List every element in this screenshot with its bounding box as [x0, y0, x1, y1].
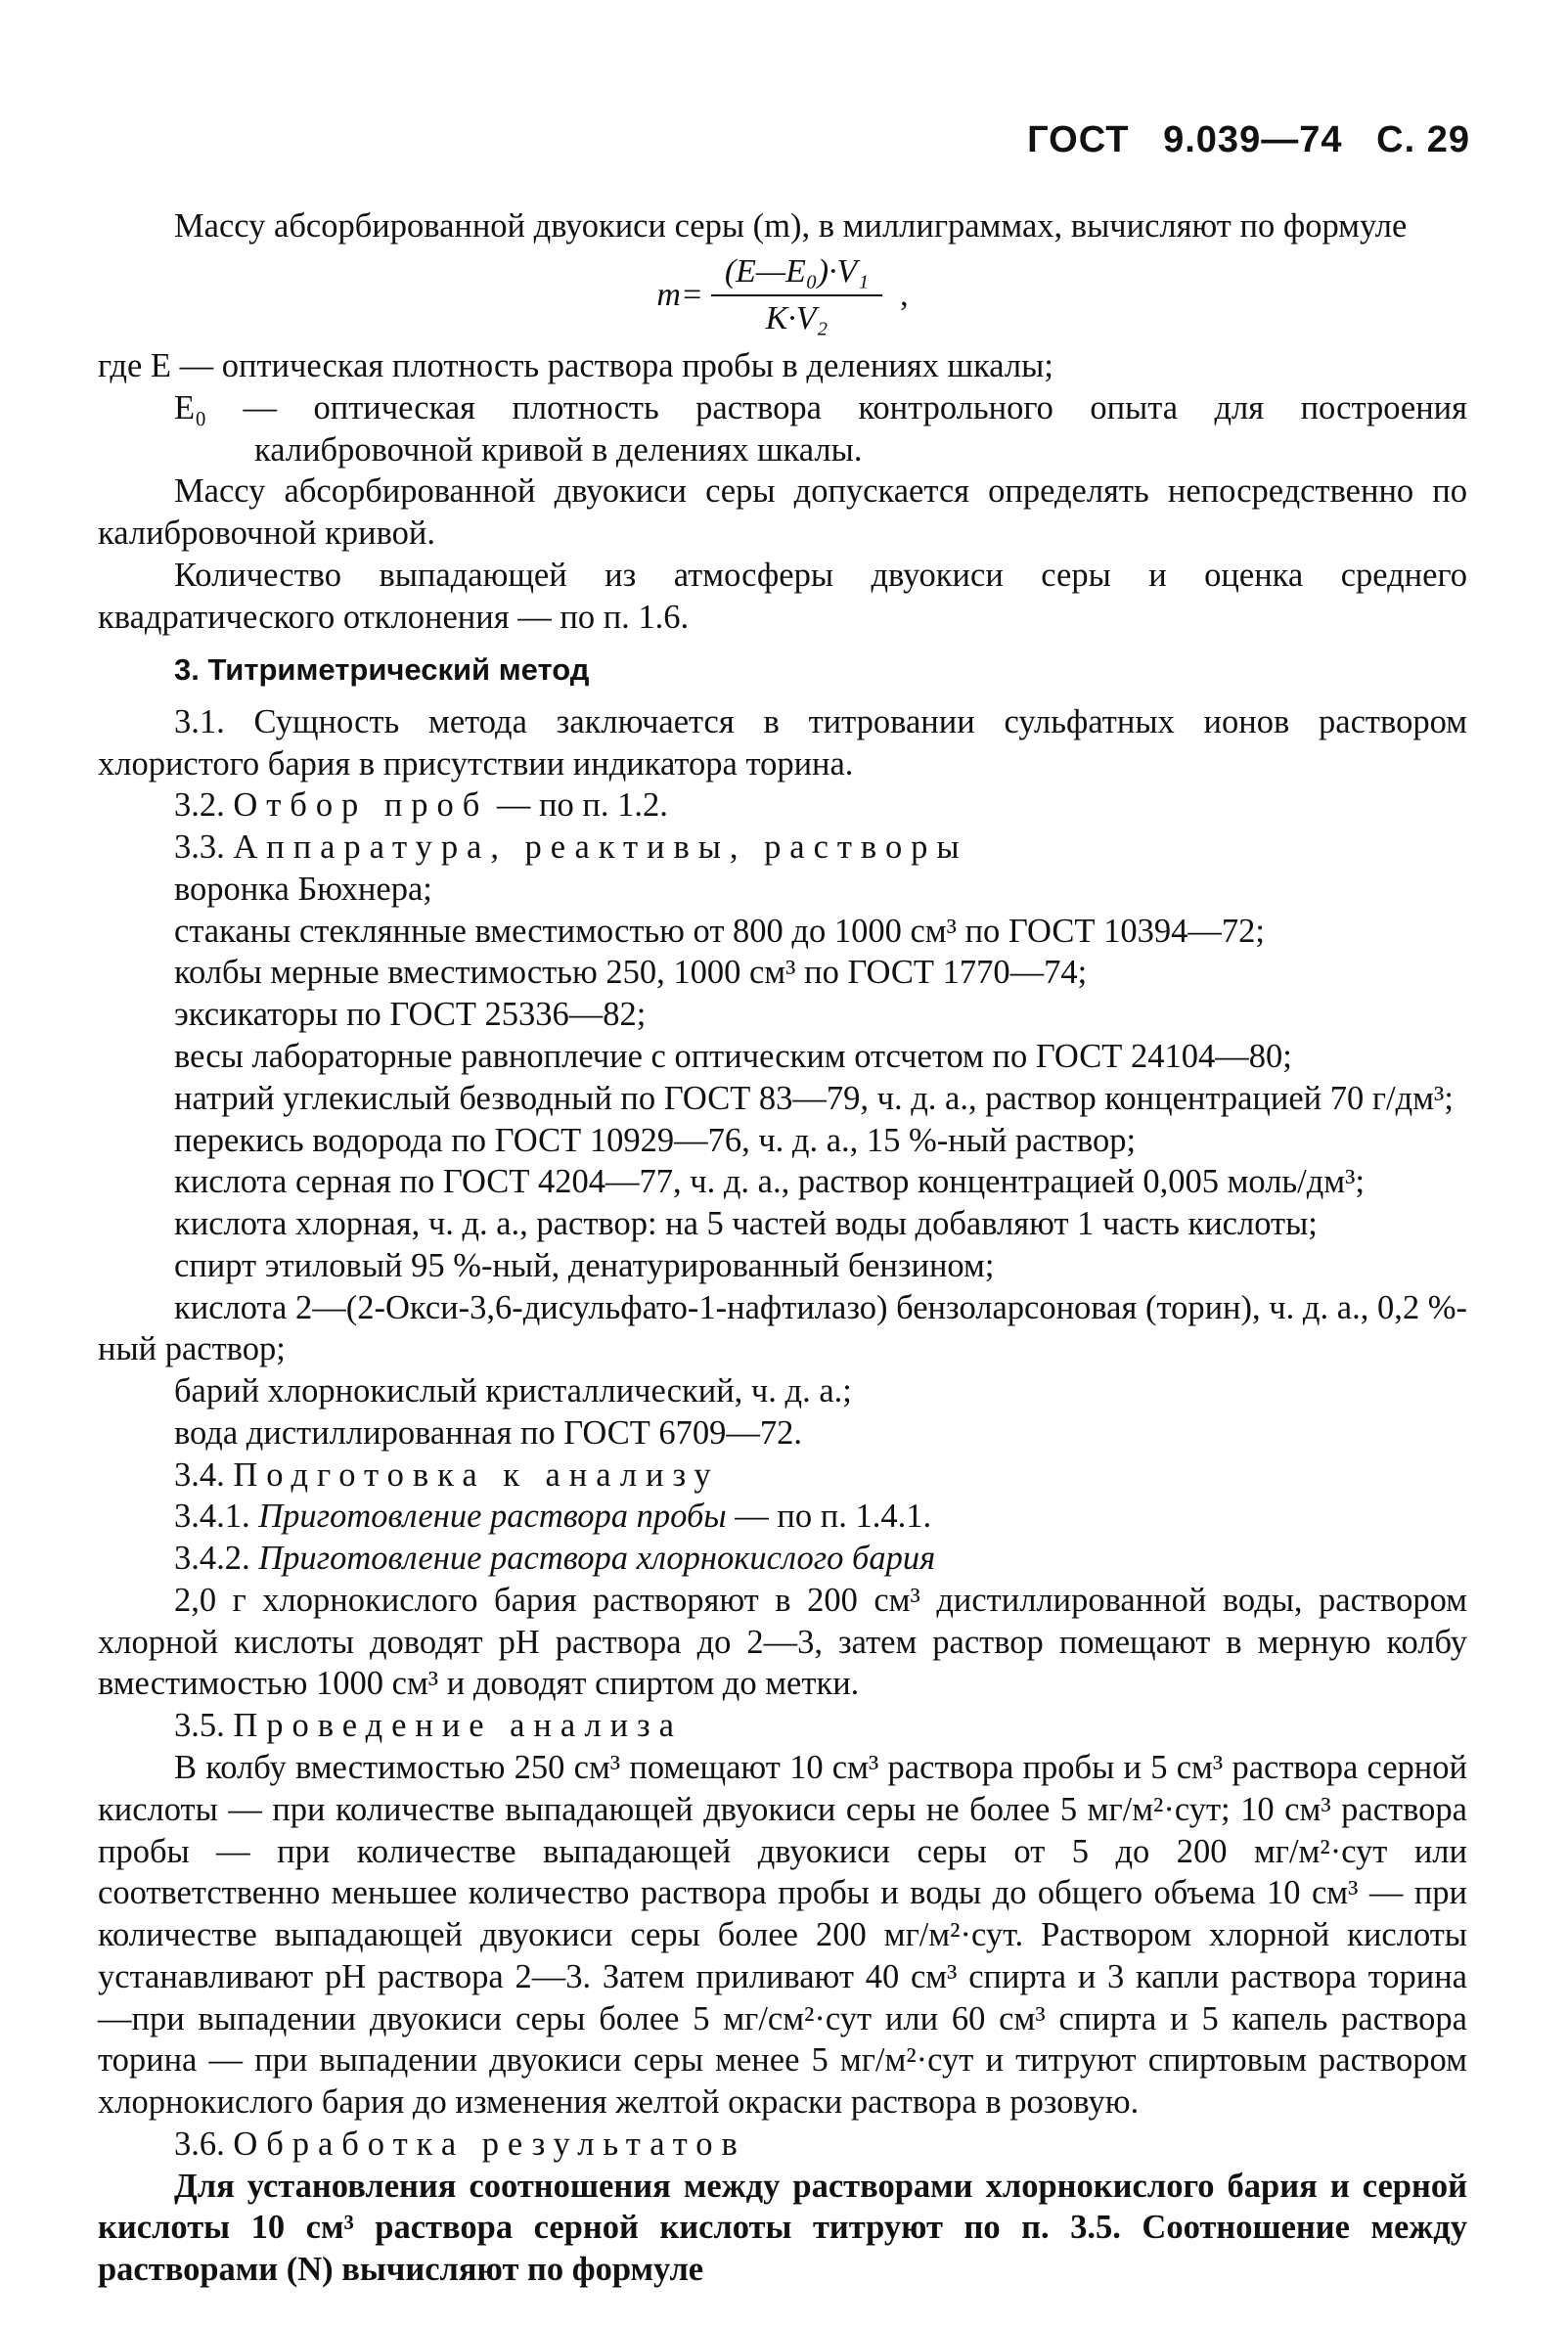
clause-3-1: 3.1. Сущность метода заключается в титровании сульфатных ионов раствором хлористого бария в присутствии индикатора торина.: [98, 702, 1467, 783]
formula-numerator: (E—E₀)·V₁: [711, 251, 882, 296]
reagent-item: спирт этиловый 95 %-ный, денатурированный бензином;: [174, 1246, 995, 1284]
reagent-item: вода дистиллированная по ГОСТ 6709—72.: [174, 1413, 803, 1452]
clause-3-4-2: [98, 1538, 1467, 1580]
clause-3-3: [98, 827, 1467, 869]
where-e: где E — оптическая плотность раствора пробы в делениях шкалы;: [98, 347, 1053, 385]
clause-3-2-heading: Отбор проб: [233, 786, 489, 825]
clause-3-3-heading: Аппаратура, реактивы, растворы: [233, 828, 968, 867]
clause-3-5-heading: Проведение анализа: [233, 1707, 683, 1745]
intro-paragraph: Массу абсорбированной двуокиси серы (m), в миллиграммах, вычисляют по формуле: [174, 207, 1408, 245]
clause-3-2: [98, 784, 1467, 827]
mass-formula: [98, 251, 1467, 339]
formula-lhs: m=: [656, 276, 703, 313]
reagent-item: эксикаторы по ГОСТ 25336—82;: [174, 996, 647, 1034]
paragraph-mass: Массу абсорбированной двуокиси серы допускается определять непосредственно по калибровочной кривой.: [98, 472, 1467, 553]
clause-3-4-number: 3.4.: [174, 1455, 225, 1494]
clause-3-4-1-heading: Приготовление раствора пробы: [258, 1498, 727, 1536]
clause-3-4-heading: Подготовка к анализу: [233, 1455, 720, 1494]
clause-3-6: [98, 2124, 1467, 2166]
reagent-item: весы лабораторные равноплечие с оптическим отсчетом по ГОСТ 24104—80;: [174, 1038, 1292, 1075]
clause-3-6-heading: Обработка результатов: [233, 2125, 746, 2163]
clause-3-4-2-number: 3.4.2.: [174, 1540, 250, 1578]
reagent-item: кислота серная по ГОСТ 4204—77, ч. д. а., раствор концентрацией 0,005 моль/дм³;: [174, 1163, 1366, 1201]
clause-3-5-number: 3.5.: [174, 1707, 225, 1745]
where-e0: E₀ — оптическая плотность раствора контрольного опыта для построения калибровочной кривой в делениях шкалы.: [174, 388, 1467, 469]
reagent-item: стаканы стеклянные вместимостью от 800 до 1000 см³ по ГОСТ 10394—72;: [174, 912, 1265, 950]
clause-3-6-text: Для установления соотношения между растворами хлорнокислого бария и серной кислоты 10 см³ раствора серной кислоты титруют по п. 3.5. Соотношение между растворами (N) вычисляют по формуле: [98, 2167, 1467, 2289]
formula-fraction: [711, 251, 882, 339]
reagent-item: колбы мерные вместимостью 250, 1000 см³ по ГОСТ 1770—74;: [174, 954, 1088, 992]
clause-3-4-1-number: 3.4.1.: [174, 1498, 250, 1536]
page-header: [1027, 119, 1470, 161]
clause-3-6-number: 3.6.: [174, 2125, 225, 2163]
reagent-item: кислота хлорная, ч. д. а., раствор: на 5 частей воды добавляют 1 часть кислоты;: [174, 1205, 1318, 1243]
clause-3-5: [98, 1705, 1467, 1747]
header-number: 9.039—74: [1163, 119, 1343, 160]
reagent-item: перекись водорода по ГОСТ 10929—76, ч. д. а., 15 %-ный раствор;: [174, 1121, 1137, 1159]
clause-3-4: [98, 1454, 1467, 1497]
header-standard: ГОСТ: [1027, 119, 1130, 160]
clause-3-4-1: [98, 1496, 1467, 1538]
reagent-item: барий хлорнокислый кристаллический, ч. д. а.;: [174, 1372, 852, 1410]
clause-3-3-number: 3.3.: [174, 828, 225, 867]
clause-3-5-text: В колбу вместимостью 250 см³ помещают 10 см³ раствора пробы и 5 см³ раствора серной кислоты — при количестве выпадающей двуокиси серы не более 5 мг/м²·сут; 10 см³ раствора пробы — при количестве выпадающей двуокиси серы от 5 до 200 мг/м²·сут или соответственно меньшее количество раствора пробы и воды до общего объема 10 см³ — при количестве выпадающей двуокиси серы более 200 мг/м²·сут. Раствором хлорной кислоты устанавливают pH раствора 2—3. Затем приливают 40 см³ спирта и 3 капли раствора торина —при выпадении двуокиси серы более 5 мг/см²·сут или 60 см³ спирта и 5 капель раствора торина — при выпадении двуокиси серы менее 5 мг/м²·сут и титруют спиртовым раствором хлорнокислого бария до изменения желтой окраски раствора в розовую.: [98, 1749, 1467, 2122]
clause-3-2-tail: — по п. 1.2.: [496, 786, 668, 825]
reagent-item: кислота 2—(2-Окси-3,6-дисульфато-1-нафтилазо) бензоларсоновая (торин), ч. д. а., 0,2 %-ный раствор;: [98, 1288, 1467, 1368]
section-title: 3. Титриметрический метод: [174, 652, 590, 688]
reagent-item: воронка Бюхнера;: [174, 870, 432, 908]
clause-3-4-1-tail: — по п. 1.4.1.: [735, 1498, 932, 1536]
clause-3-4-2-heading: Приготовление раствора хлорнокислого бария: [258, 1540, 936, 1578]
clause-3-2-number: 3.2.: [174, 786, 225, 825]
clause-3-4-2-text: 2,0 г хлорнокислого бария растворяют в 200 см³ дистиллированной воды, раствором хлорной кислоты доводят pH раствора до 2—3, затем раствор помещают в мерную колбу вместимостью 1000 см³ и доводят спиртом до метки.: [98, 1581, 1467, 1703]
header-page: С. 29: [1376, 119, 1470, 160]
document-body: [98, 205, 1467, 2291]
formula-comma: ,: [900, 276, 909, 313]
paragraph-quantity: Количество выпадающей из атмосферы двуокиси серы и оценка среднего квадратического отклонения — по п. 1.6.: [98, 556, 1467, 636]
formula-denominator: K·V₂: [765, 299, 829, 336]
reagent-item: натрий углекислый безводный по ГОСТ 83—79, ч. д. а., раствор концентрацией 70 г/дм³;: [174, 1079, 1454, 1117]
